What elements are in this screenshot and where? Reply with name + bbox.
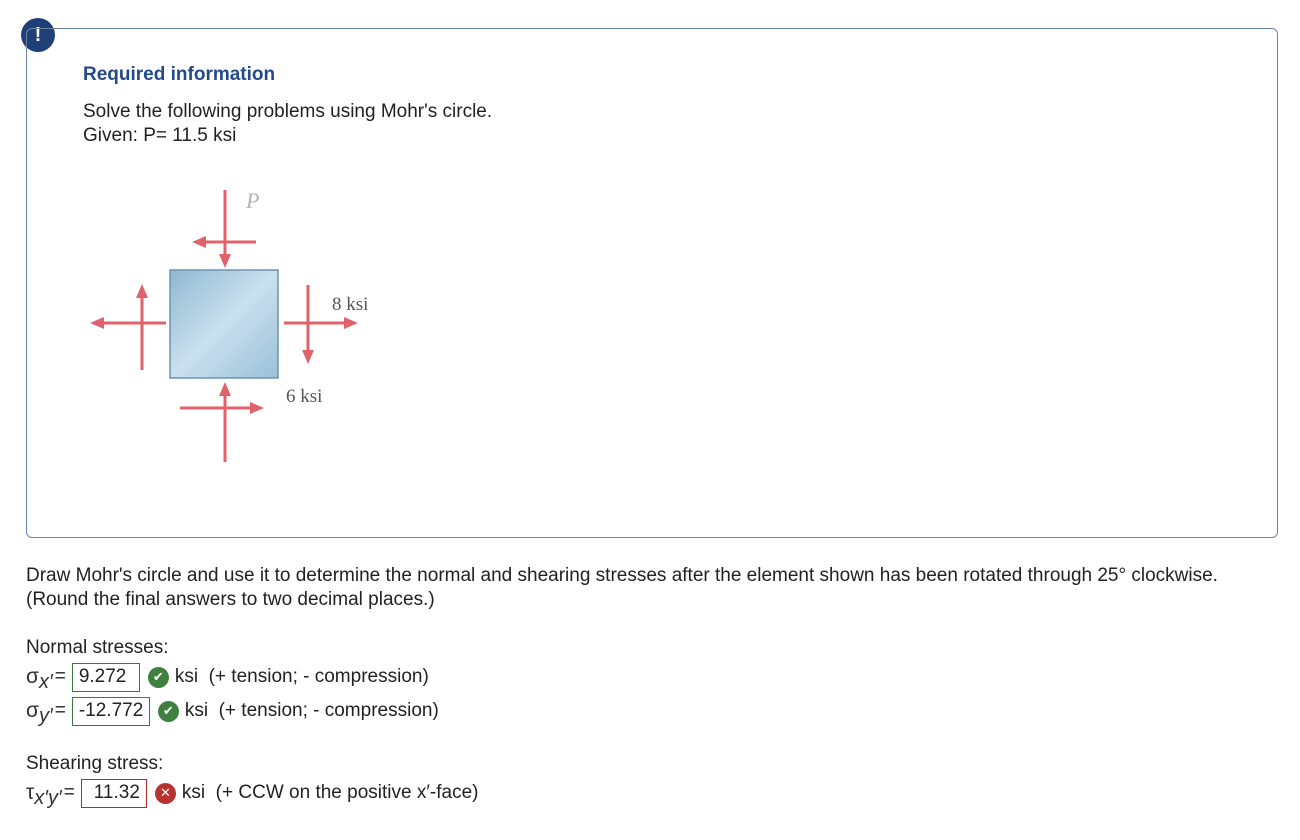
sigma-y-equals: = (54, 700, 66, 721)
sigma-x-subscript: x′ (38, 670, 53, 693)
tau-symbol: τ (26, 781, 35, 804)
top-normal-arrow (219, 190, 231, 268)
shearing-stress-heading: Shearing stress: (26, 753, 164, 774)
instructions-text: Solve the following problems using Mohr's circle. (83, 101, 493, 122)
given-text: Given: P= 11.5 ksi (83, 125, 237, 146)
p-label: P (246, 188, 260, 213)
sigma-x-equals: = (54, 666, 66, 687)
tau-answer-field[interactable]: 11.32 (81, 779, 147, 808)
question-text: Draw Mohr's circle and use it to determine the normal and shearing stresses after the element shown has been rotated through 25° clockwise. (Round the final answers to two decimal places.) (26, 565, 1218, 610)
tau-row (26, 778, 478, 808)
cross-icon: ✕ (155, 783, 176, 804)
check-icon: ✔ (158, 701, 179, 722)
label-8-ksi: 8 ksi (332, 294, 369, 315)
required-information-title: Required information (83, 64, 276, 85)
stress-element (170, 270, 278, 378)
tau-subscript: x′y′ (34, 786, 62, 809)
alert-icon: ! (21, 18, 55, 52)
normal-stresses-heading: Normal stresses: (26, 637, 169, 658)
sigma-y-unit-text: ksi (+ tension; - compression) (184, 700, 439, 721)
sigma-x-answer-field[interactable]: 9.272 (72, 663, 140, 692)
sigma-y-subscript: y′ (38, 704, 53, 727)
sigma-x-symbol: σ (26, 665, 39, 688)
check-icon: ✔ (148, 667, 169, 688)
sigma-x-unit-text: ksi (+ tension; - compression) (174, 666, 429, 687)
bottom-shear-arrow (180, 402, 264, 414)
tau-unit-text: ksi (+ CCW on the positive x′-face) (181, 782, 479, 803)
bottom-normal-arrow (219, 382, 231, 462)
sigma-x-row (26, 662, 429, 692)
stress-element-figure (80, 180, 400, 470)
label-6-ksi: 6 ksi (286, 386, 323, 407)
right-normal-arrow (284, 317, 358, 329)
tau-equals: = (63, 782, 75, 803)
left-shear-arrow (136, 284, 148, 370)
left-normal-arrow (90, 317, 166, 329)
sigma-y-row (26, 696, 439, 726)
sigma-y-symbol: σ (26, 699, 39, 722)
sigma-y-answer-field[interactable]: -12.772 (72, 697, 150, 726)
